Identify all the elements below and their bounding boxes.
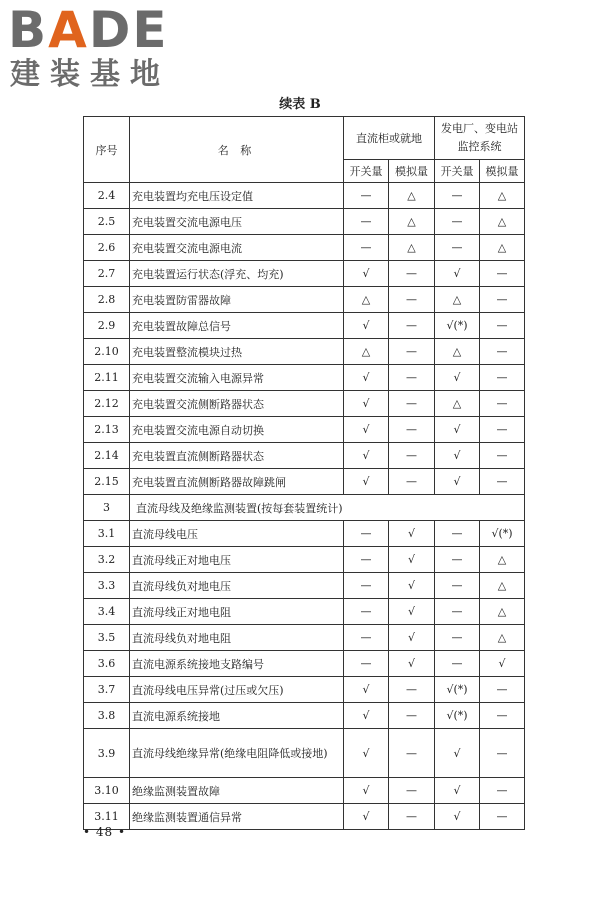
row-number: 2.14 [84,443,130,469]
table-row [84,183,525,209]
row-name: 绝缘监测装置故障 [130,778,344,804]
monitoring-analog-cell: — [480,261,525,287]
monitoring-switch-cell: — [435,209,480,235]
monitoring-analog-cell: — [480,703,525,729]
monitoring-switch-cell: △ [435,339,480,365]
monitoring-switch-cell: √(*) [435,677,480,703]
monitoring-analog-cell: — [480,313,525,339]
cabinet-switch-cell: — [344,521,389,547]
cabinet-analog-cell: — [389,703,435,729]
header-analog: 模拟量 [389,160,435,183]
monitoring-switch-cell: — [435,521,480,547]
row-number: 2.10 [84,339,130,365]
monitoring-switch-cell: — [435,235,480,261]
row-name: 充电装置交流侧断路器状态 [130,391,344,417]
row-name: 直流母线正对地电阻 [130,599,344,625]
monitoring-analog-cell: — [480,365,525,391]
cabinet-analog-cell: — [389,729,435,778]
header-analog: 模拟量 [480,160,525,183]
monitoring-analog-cell: — [480,339,525,365]
cabinet-switch-cell: △ [344,287,389,313]
table-row [84,469,525,495]
table-row [84,573,525,599]
cabinet-switch-cell: √ [344,778,389,804]
row-number: 2.5 [84,209,130,235]
cabinet-switch-cell: — [344,235,389,261]
row-number: 3.5 [84,625,130,651]
table-row [84,209,525,235]
header-seq: 序号 [84,117,130,183]
monitoring-switch-cell: √ [435,778,480,804]
monitoring-switch-cell: √ [435,804,480,830]
monitoring-switch-cell: √(*) [435,703,480,729]
row-name: 充电装置故障总信号 [130,313,344,339]
row-name: 充电装置运行状态(浮充、均充) [130,261,344,287]
row-name: 直流母线正对地电压 [130,547,344,573]
monitoring-analog-cell: △ [480,183,525,209]
row-name: 充电装置交流输入电源异常 [130,365,344,391]
cabinet-switch-cell: √ [344,417,389,443]
logo-wordmark: BADE [8,1,169,59]
row-name: 充电装置交流电源电压 [130,209,344,235]
table-row [84,677,525,703]
table-row [84,313,525,339]
monitoring-analog-cell: △ [480,625,525,651]
row-name: 直流母线负对地电压 [130,573,344,599]
cabinet-analog-cell: √ [389,547,435,573]
cabinet-analog-cell: √ [389,625,435,651]
row-name: 直流电源系统接地支路编号 [130,651,344,677]
monitoring-analog-cell: √ [480,651,525,677]
row-number: 3.2 [84,547,130,573]
monitoring-analog-cell: △ [480,547,525,573]
cabinet-analog-cell: — [389,443,435,469]
table-row [84,703,525,729]
table-row [84,287,525,313]
cabinet-analog-cell: — [389,313,435,339]
cabinet-switch-cell: √ [344,729,389,778]
monitoring-analog-cell: — [480,804,525,830]
monitoring-analog-cell: — [480,778,525,804]
cabinet-switch-cell: √ [344,443,389,469]
cabinet-switch-cell: √ [344,365,389,391]
row-number: 3.4 [84,599,130,625]
monitoring-analog-cell: √(*) [480,521,525,547]
row-number: 2.15 [84,469,130,495]
monitoring-switch-cell: √ [435,365,480,391]
monitoring-switch-cell: △ [435,287,480,313]
cabinet-analog-cell: — [389,365,435,391]
header-name: 名 称 [130,117,344,183]
monitoring-switch-cell: △ [435,391,480,417]
header-group-monitoring: 发电厂、变电站监控系统 [435,117,525,160]
cabinet-analog-cell: — [389,804,435,830]
row-number: 2.12 [84,391,130,417]
table-row [84,729,525,778]
row-number: 3 [84,495,130,521]
cabinet-analog-cell: — [389,778,435,804]
monitoring-switch-cell: — [435,573,480,599]
row-name: 充电装置直流侧断路器故障跳闸 [130,469,344,495]
cabinet-switch-cell: — [344,651,389,677]
cabinet-analog-cell: △ [389,183,435,209]
row-name: 绝缘监测装置通信异常 [130,804,344,830]
row-name: 充电装置整流模块过热 [130,339,344,365]
monitoring-switch-cell: √ [435,469,480,495]
cabinet-switch-cell: — [344,625,389,651]
bade-logo [8,1,183,96]
monitoring-analog-cell: — [480,729,525,778]
monitoring-switch-cell: — [435,183,480,209]
row-name: 充电装置交流电源自动切换 [130,417,344,443]
table-row [84,521,525,547]
monitoring-switch-cell: √ [435,417,480,443]
table-row [84,261,525,287]
signal-table [83,116,525,830]
table-row [84,417,525,443]
header-switch: 开关量 [344,160,389,183]
row-name: 充电装置防雷器故障 [130,287,344,313]
monitoring-analog-cell: — [480,391,525,417]
cabinet-switch-cell: — [344,599,389,625]
row-number: 3.9 [84,729,130,778]
row-number: 2.6 [84,235,130,261]
row-name: 直流母线负对地电阻 [130,625,344,651]
monitoring-switch-cell: √ [435,729,480,778]
cabinet-analog-cell: — [389,677,435,703]
table-row [84,625,525,651]
table-title: 续表 B [279,97,321,112]
table-row [84,391,525,417]
cabinet-switch-cell: √ [344,703,389,729]
row-number: 3.1 [84,521,130,547]
section-title: 直流母线及绝缘监测装置(按每套装置统计) [130,495,525,521]
logo-subtitle: 建装基地 [10,57,170,92]
row-number: 2.4 [84,183,130,209]
row-number: 3.6 [84,651,130,677]
cabinet-analog-cell: — [389,417,435,443]
monitoring-switch-cell: √ [435,261,480,287]
cabinet-switch-cell: √ [344,677,389,703]
monitoring-analog-cell: △ [480,209,525,235]
row-name: 充电装置均充电压设定值 [130,183,344,209]
row-number: 2.7 [84,261,130,287]
section-row [84,495,525,521]
row-number: 2.9 [84,313,130,339]
row-name: 直流母线电压异常(过压或欠压) [130,677,344,703]
table-row [84,778,525,804]
row-name: 充电装置直流侧断路器状态 [130,443,344,469]
row-number: 3.10 [84,778,130,804]
row-name: 直流电源系统接地 [130,703,344,729]
monitoring-switch-cell: — [435,599,480,625]
header-switch: 开关量 [435,160,480,183]
monitoring-switch-cell: — [435,625,480,651]
table-row [84,804,525,830]
monitoring-analog-cell: — [480,417,525,443]
row-number: 3.7 [84,677,130,703]
monitoring-analog-cell: — [480,469,525,495]
cabinet-analog-cell: — [389,287,435,313]
row-name: 直流母线电压 [130,521,344,547]
monitoring-analog-cell: △ [480,573,525,599]
monitoring-analog-cell: △ [480,235,525,261]
row-number: 2.13 [84,417,130,443]
monitoring-switch-cell: √ [435,443,480,469]
cabinet-switch-cell: — [344,209,389,235]
row-name: 直流母线绝缘异常(绝缘电阻降低或接地) [130,729,344,778]
cabinet-analog-cell: √ [389,573,435,599]
header-group-cabinet: 直流柜或就地 [344,117,435,160]
cabinet-analog-cell: √ [389,521,435,547]
table-row [84,651,525,677]
cabinet-analog-cell: √ [389,599,435,625]
cabinet-switch-cell: √ [344,804,389,830]
cabinet-switch-cell: — [344,573,389,599]
table-row [84,365,525,391]
row-number: 3.8 [84,703,130,729]
row-name: 充电装置交流电源电流 [130,235,344,261]
cabinet-analog-cell: △ [389,235,435,261]
monitoring-analog-cell: △ [480,599,525,625]
monitoring-switch-cell: — [435,547,480,573]
table-row [84,443,525,469]
monitoring-analog-cell: — [480,443,525,469]
cabinet-analog-cell: — [389,339,435,365]
monitoring-analog-cell: — [480,677,525,703]
table-row [84,547,525,573]
table-row [84,339,525,365]
cabinet-switch-cell: — [344,547,389,573]
row-number: 2.11 [84,365,130,391]
cabinet-analog-cell: — [389,261,435,287]
cabinet-analog-cell: √ [389,651,435,677]
cabinet-switch-cell: √ [344,391,389,417]
cabinet-analog-cell: — [389,391,435,417]
row-number: 3.3 [84,573,130,599]
table-row [84,599,525,625]
cabinet-analog-cell: △ [389,209,435,235]
cabinet-analog-cell: — [389,469,435,495]
monitoring-analog-cell: — [480,287,525,313]
monitoring-switch-cell: √(*) [435,313,480,339]
monitoring-switch-cell: — [435,651,480,677]
cabinet-switch-cell: √ [344,469,389,495]
row-number: 3.11 [84,804,130,830]
cabinet-switch-cell: — [344,183,389,209]
cabinet-switch-cell: √ [344,261,389,287]
table-row [84,235,525,261]
cabinet-switch-cell: √ [344,313,389,339]
cabinet-switch-cell: △ [344,339,389,365]
row-number: 2.8 [84,287,130,313]
page-number: • 48 • [83,825,127,839]
